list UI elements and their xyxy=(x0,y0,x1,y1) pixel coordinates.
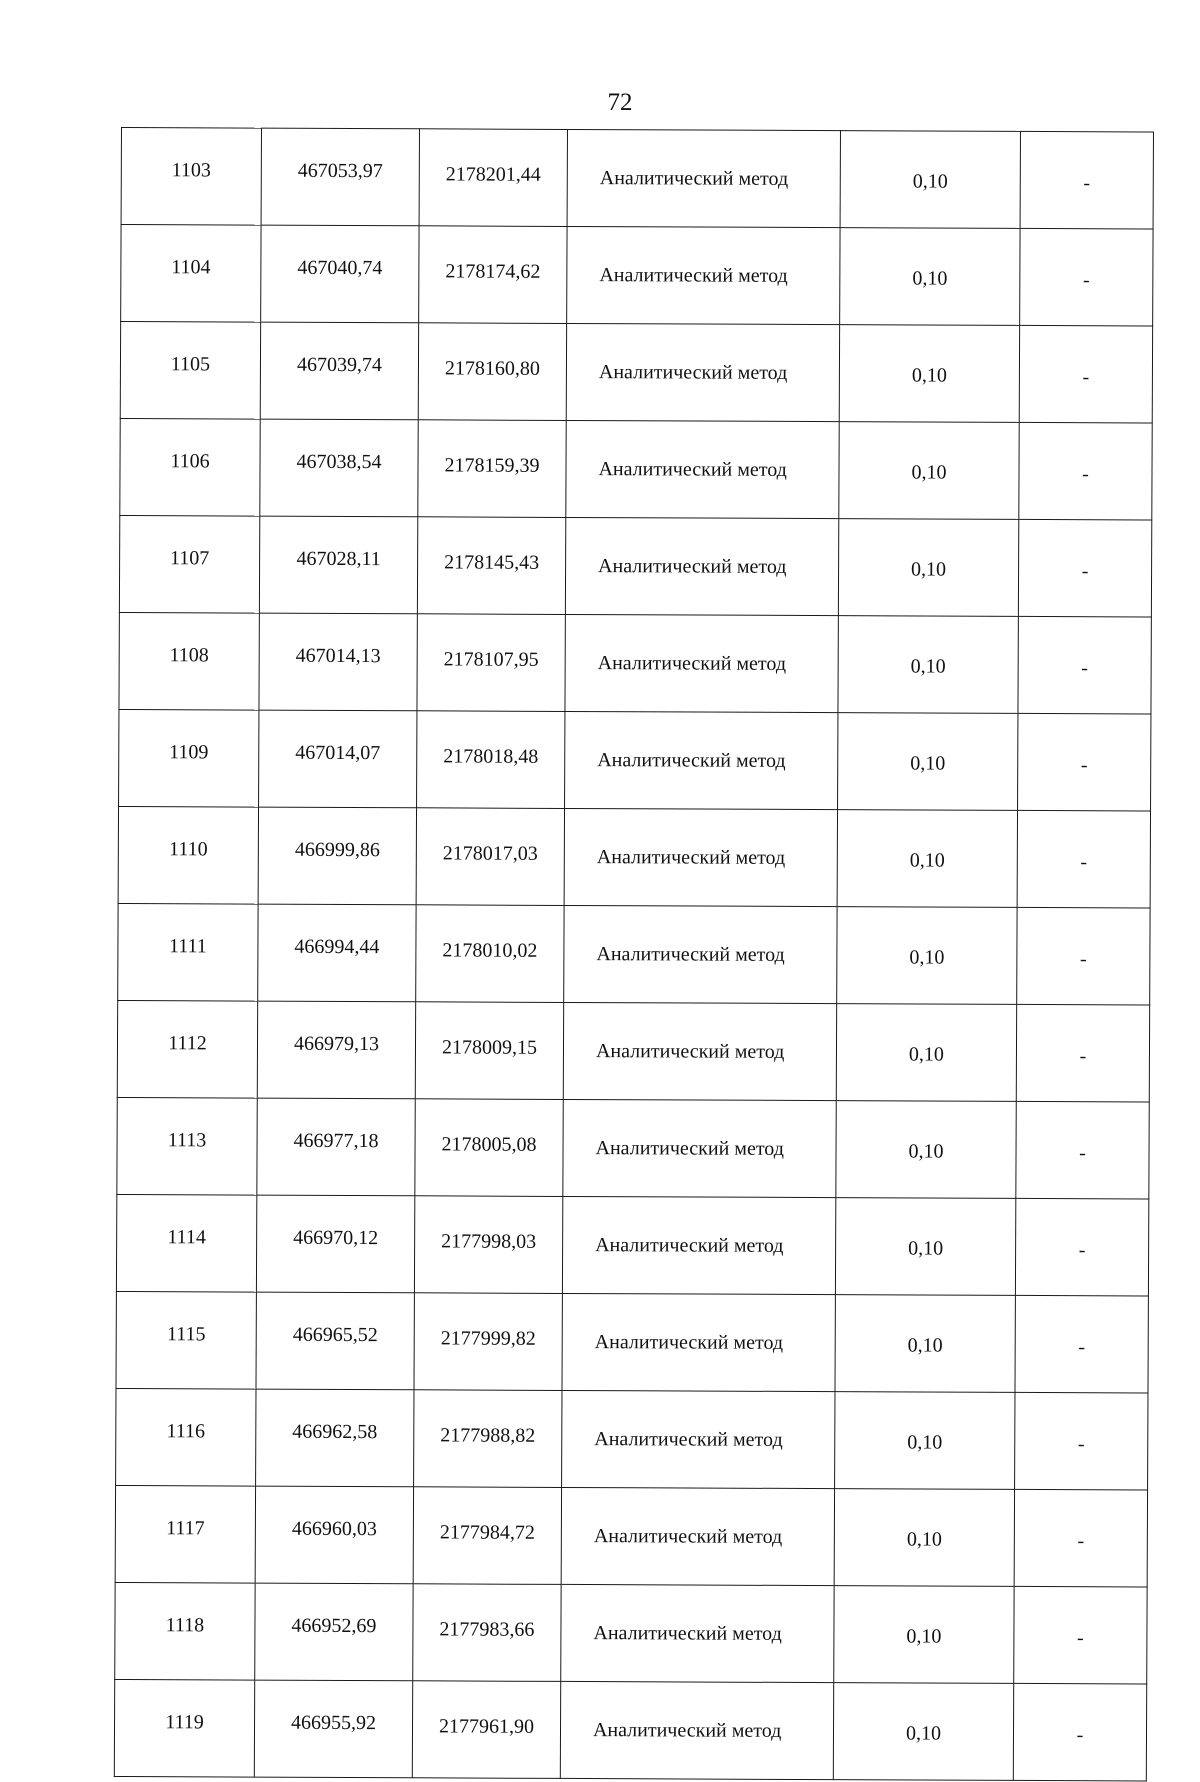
y-coordinate-cell: 2177999,82 xyxy=(414,1293,562,1391)
y-coordinate-cell: 2177961,90 xyxy=(412,1681,560,1779)
accuracy-cell: 0,10 xyxy=(840,131,1020,229)
table-row xyxy=(120,418,1152,520)
table-row xyxy=(120,322,1152,424)
table-row xyxy=(121,128,1153,230)
note-cell: - xyxy=(1013,1683,1146,1781)
x-coordinate-cell: 466962,58 xyxy=(256,1389,414,1487)
x-coordinate-cell: 466952,69 xyxy=(255,1583,413,1681)
table-row xyxy=(119,612,1151,714)
x-coordinate-cell: 467014,13 xyxy=(259,613,417,711)
table-row xyxy=(119,709,1151,811)
table-row xyxy=(116,1388,1148,1490)
table-row xyxy=(116,1291,1148,1393)
point-number-cell: 1118 xyxy=(115,1582,255,1680)
point-number-cell: 1119 xyxy=(114,1679,254,1777)
note-cell: - xyxy=(1016,1101,1149,1199)
accuracy-cell: 0,10 xyxy=(835,1295,1015,1393)
coordinates-table xyxy=(114,127,1154,1781)
accuracy-cell: 0,10 xyxy=(834,1489,1014,1587)
note-cell: - xyxy=(1015,1392,1148,1490)
y-coordinate-cell: 2178107,95 xyxy=(417,614,565,712)
method-cell: Аналитический метод xyxy=(565,614,838,712)
method-cell: Аналитический метод xyxy=(566,323,839,421)
accuracy-cell: 0,10 xyxy=(835,1392,1015,1490)
accuracy-cell: 0,10 xyxy=(833,1683,1013,1781)
accuracy-cell: 0,10 xyxy=(834,1586,1014,1684)
method-cell: Аналитический метод xyxy=(567,226,840,324)
point-number-cell: 1117 xyxy=(115,1485,255,1583)
method-cell: Аналитический метод xyxy=(566,420,839,518)
method-cell: Аналитический метод xyxy=(563,1099,836,1197)
note-cell: - xyxy=(1015,1198,1148,1296)
table-row xyxy=(118,903,1150,1005)
method-cell: Аналитический метод xyxy=(564,808,837,906)
point-number-cell: 1108 xyxy=(119,612,259,710)
x-coordinate-cell: 466994,44 xyxy=(258,904,416,1002)
accuracy-cell: 0,10 xyxy=(840,228,1020,326)
accuracy-cell: 0,10 xyxy=(838,519,1018,617)
table-row xyxy=(115,1485,1147,1587)
method-cell: Аналитический метод xyxy=(561,1584,834,1682)
accuracy-cell: 0,10 xyxy=(837,907,1017,1005)
y-coordinate-cell: 2178159,39 xyxy=(418,420,566,518)
point-number-cell: 1114 xyxy=(116,1194,256,1292)
method-cell: Аналитический метод xyxy=(561,1487,834,1585)
accuracy-cell: 0,10 xyxy=(838,713,1018,811)
x-coordinate-cell: 467039,74 xyxy=(260,322,418,420)
note-cell: - xyxy=(1017,810,1150,908)
accuracy-cell: 0,10 xyxy=(838,616,1018,714)
point-number-cell: 1110 xyxy=(118,806,258,904)
method-cell: Аналитический метод xyxy=(565,711,838,809)
method-cell: Аналитический метод xyxy=(562,1196,835,1294)
accuracy-cell: 0,10 xyxy=(839,325,1019,423)
y-coordinate-cell: 2178010,02 xyxy=(416,905,564,1003)
note-cell: - xyxy=(1018,713,1151,811)
accuracy-cell: 0,10 xyxy=(839,422,1019,520)
point-number-cell: 1105 xyxy=(120,322,260,420)
table-row xyxy=(118,806,1150,908)
x-coordinate-cell: 466977,18 xyxy=(257,1098,415,1196)
x-coordinate-cell: 466955,92 xyxy=(254,1680,412,1778)
point-number-cell: 1103 xyxy=(121,128,261,226)
x-coordinate-cell: 467053,97 xyxy=(261,128,419,226)
x-coordinate-cell: 466999,86 xyxy=(258,807,416,905)
x-coordinate-cell: 466970,12 xyxy=(256,1195,414,1293)
table-row xyxy=(117,1097,1149,1199)
table-row xyxy=(121,225,1153,327)
point-number-cell: 1112 xyxy=(117,1000,257,1098)
note-cell: - xyxy=(1020,131,1153,229)
table-row xyxy=(116,1194,1148,1296)
y-coordinate-cell: 2178160,80 xyxy=(418,323,566,421)
accuracy-cell: 0,10 xyxy=(836,1101,1016,1199)
note-cell: - xyxy=(1019,422,1152,520)
y-coordinate-cell: 2178017,03 xyxy=(416,808,564,906)
method-cell: Аналитический метод xyxy=(567,129,840,227)
note-cell: - xyxy=(1017,907,1150,1005)
x-coordinate-cell: 467038,54 xyxy=(260,419,418,517)
y-coordinate-cell: 2177984,72 xyxy=(413,1487,561,1585)
note-cell: - xyxy=(1020,228,1153,326)
table-row xyxy=(114,1679,1146,1781)
note-cell: - xyxy=(1018,519,1151,617)
y-coordinate-cell: 2178145,43 xyxy=(417,517,565,615)
x-coordinate-cell: 467040,74 xyxy=(261,225,419,323)
method-cell: Аналитический метод xyxy=(563,1002,836,1100)
point-number-cell: 1111 xyxy=(118,903,258,1001)
note-cell: - xyxy=(1019,325,1152,423)
accuracy-cell: 0,10 xyxy=(835,1198,1015,1296)
x-coordinate-cell: 467014,07 xyxy=(259,710,417,808)
y-coordinate-cell: 2178018,48 xyxy=(417,711,565,809)
method-cell: Аналитический метод xyxy=(565,517,838,615)
y-coordinate-cell: 2178009,15 xyxy=(415,1002,563,1100)
method-cell: Аналитический метод xyxy=(560,1681,833,1779)
page-number: 72 xyxy=(607,89,633,116)
y-coordinate-cell: 2178005,08 xyxy=(415,1099,563,1197)
note-cell: - xyxy=(1018,616,1151,714)
method-cell: Аналитический метод xyxy=(562,1390,835,1488)
method-cell: Аналитический метод xyxy=(562,1293,835,1391)
note-cell: - xyxy=(1016,1004,1149,1102)
note-cell: - xyxy=(1014,1489,1147,1587)
method-cell: Аналитический метод xyxy=(564,905,837,1003)
table-row xyxy=(115,1582,1147,1684)
point-number-cell: 1109 xyxy=(119,709,259,807)
x-coordinate-cell: 466960,03 xyxy=(255,1486,413,1584)
point-number-cell: 1116 xyxy=(116,1388,256,1486)
point-number-cell: 1115 xyxy=(116,1291,256,1389)
point-number-cell: 1107 xyxy=(119,515,259,613)
coordinates-table-body xyxy=(114,128,1153,1781)
point-number-cell: 1106 xyxy=(120,418,260,516)
y-coordinate-cell: 2177988,82 xyxy=(414,1390,562,1488)
x-coordinate-cell: 466979,13 xyxy=(257,1001,415,1099)
y-coordinate-cell: 2177998,03 xyxy=(414,1196,562,1294)
y-coordinate-cell: 2177983,66 xyxy=(413,1584,561,1682)
x-coordinate-cell: 466965,52 xyxy=(256,1292,414,1390)
accuracy-cell: 0,10 xyxy=(837,810,1017,908)
point-number-cell: 1113 xyxy=(117,1097,257,1195)
y-coordinate-cell: 2178201,44 xyxy=(419,129,567,227)
table-row xyxy=(117,1000,1149,1102)
y-coordinate-cell: 2178174,62 xyxy=(419,226,567,324)
x-coordinate-cell: 467028,11 xyxy=(259,516,417,614)
note-cell: - xyxy=(1014,1586,1147,1684)
note-cell: - xyxy=(1015,1295,1148,1393)
point-number-cell: 1104 xyxy=(121,225,261,323)
accuracy-cell: 0,10 xyxy=(836,1004,1016,1102)
table-row xyxy=(119,515,1151,617)
